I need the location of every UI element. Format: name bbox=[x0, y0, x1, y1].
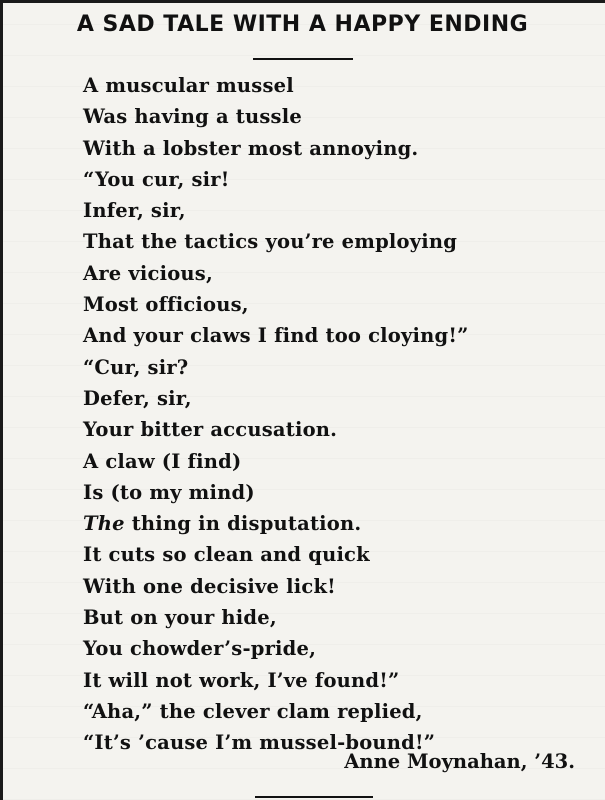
poem-line: “You cur, sir! bbox=[83, 167, 230, 191]
poem-line: It will not work, I’ve found!” bbox=[83, 668, 400, 692]
poem-line: With one decisive lick! bbox=[83, 574, 336, 598]
page-border-top bbox=[0, 0, 605, 3]
poem-line: Most officious, bbox=[83, 293, 249, 317]
poem-line: “It’s ’cause I’m mussel-bound!” bbox=[83, 731, 436, 755]
title-divider bbox=[253, 58, 353, 60]
poem-line bbox=[83, 508, 469, 539]
poem-body bbox=[83, 70, 469, 759]
author-signature: Anne Moynahan, ’43. bbox=[344, 750, 575, 773]
poem-line: Was having a tussle bbox=[83, 105, 302, 129]
poem-line: With a lobster most annoying. bbox=[83, 136, 419, 160]
poem-line: You chowder’s-pride, bbox=[83, 637, 317, 661]
poem-line: “Aha,” the clever clam replied, bbox=[83, 699, 423, 723]
footer-divider bbox=[255, 796, 373, 798]
poem-title: A SAD TALE WITH A HAPPY ENDING bbox=[76, 12, 529, 37]
italic-word: The bbox=[83, 512, 125, 536]
poem-line: Your bitter accusation. bbox=[83, 418, 338, 442]
poem-line: But on your hide, bbox=[83, 606, 277, 630]
page-border-left bbox=[0, 0, 3, 800]
poem-line: “Cur, sir? bbox=[83, 355, 189, 379]
poem-line: Defer, sir, bbox=[83, 386, 192, 410]
poem-line: Infer, sir, bbox=[83, 199, 186, 223]
poem-line: A muscular mussel bbox=[83, 74, 294, 97]
poem-line: That the tactics you’re employing bbox=[83, 230, 458, 254]
poem-line: Is (to my mind) bbox=[83, 480, 255, 504]
poem-line: It cuts so clean and quick bbox=[83, 543, 370, 567]
poem-line-text: thing in disputation. bbox=[131, 512, 362, 536]
poem-line: Are vicious, bbox=[83, 261, 213, 285]
poem-line: And your claws I find too cloying!” bbox=[83, 324, 469, 348]
poem-line: A claw (I find) bbox=[83, 449, 242, 473]
